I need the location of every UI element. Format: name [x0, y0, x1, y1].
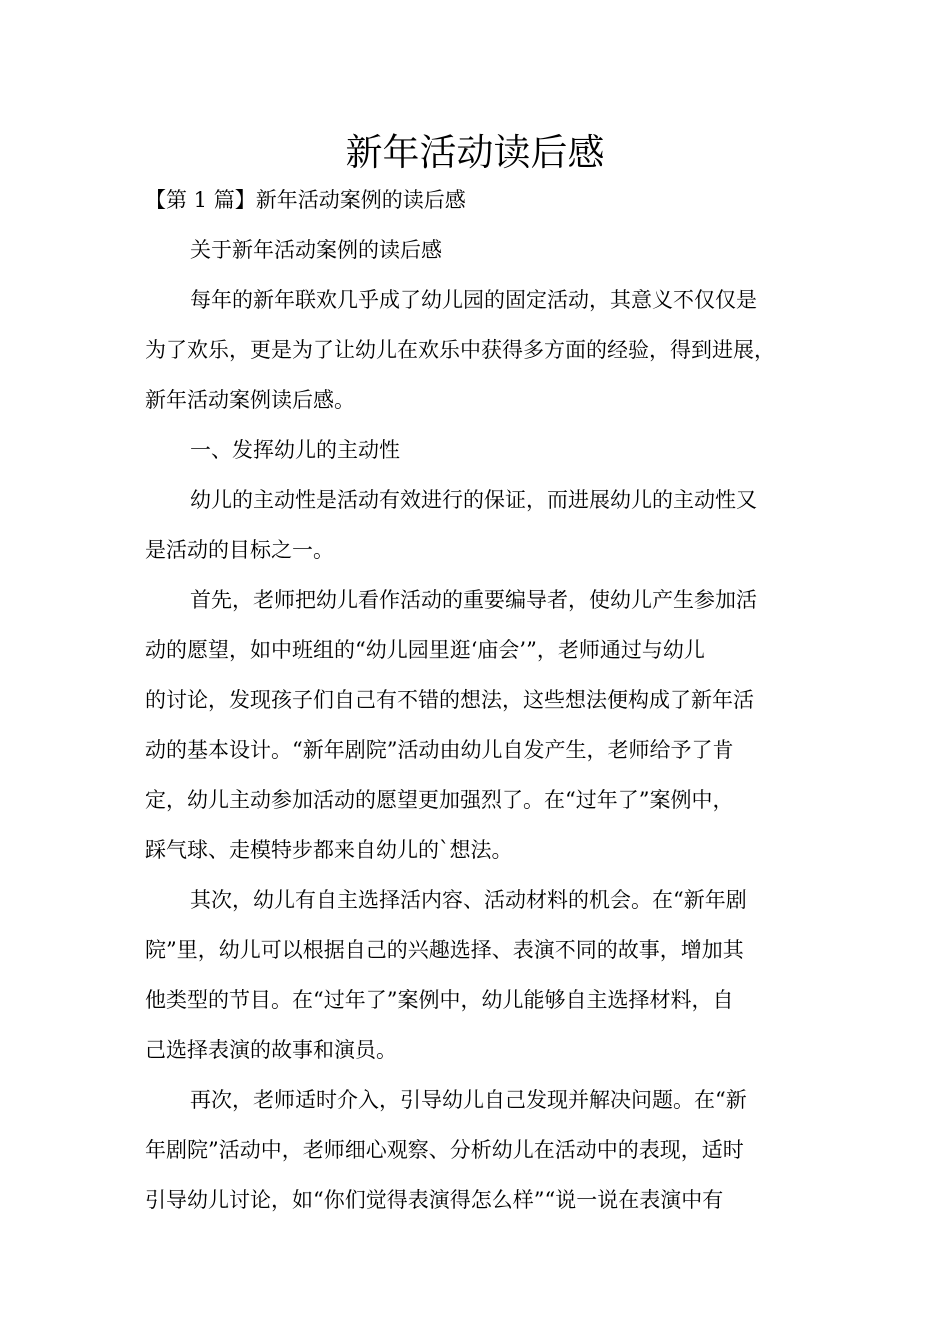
paragraph-line: 踩气球、走模特步都来自幼儿的`想法。	[145, 838, 513, 862]
paragraph-line: 动的基本设计。“新年剧院”活动由幼儿自发产生，老师给予了肯	[145, 738, 734, 762]
paragraph-line: 为了欢乐，更是为了让幼儿在欢乐中获得多方面的经验，得到进展，	[145, 338, 775, 362]
paragraph-line: 引导幼儿讨论，如“你们觉得表演得怎么样”“说一说在表演中有	[145, 1188, 724, 1212]
paragraph-line: 院”里，幼儿可以根据自己的兴趣选择、表演不同的故事，增加其	[145, 938, 744, 962]
paragraph-line: 己选择表演的故事和演员。	[145, 1038, 397, 1062]
paragraph-line: 的讨论，发现孩子们自己有不错的想法，这些想法便构成了新年活	[145, 688, 754, 712]
section-heading: 一、发挥幼儿的主动性	[190, 438, 400, 462]
subtitle-line: 关于新年活动案例的读后感	[190, 238, 442, 262]
paragraph-line: 是活动的目标之一。	[145, 538, 334, 562]
paragraph-line: 他类型的节目。在“过年了”案例中，幼儿能够自主选择材料，自	[145, 988, 734, 1012]
paragraph-line: 每年的新年联欢几乎成了幼儿园的固定活动，其意义不仅仅是	[190, 288, 757, 312]
paragraph-line: 年剧院”活动中，老师细心观察、分析幼儿在活动中的表现，适时	[145, 1138, 744, 1162]
paragraph-line: 幼儿的主动性是活动有效进行的保证，而进展幼儿的主动性又	[190, 488, 757, 512]
paragraph-line: 首先，老师把幼儿看作活动的重要编导者，使幼儿产生参加活	[190, 588, 757, 612]
paragraph-line: 定，幼儿主动参加活动的愿望更加强烈了。在“过年了”案例中，	[145, 788, 734, 812]
paragraph-line: 新年活动案例读后感。	[145, 388, 355, 412]
paragraph-line: 动的愿望，如中班组的“幼儿园里逛‘庙会’”，老师通过与幼儿	[145, 638, 705, 662]
paragraph-line: 再次，老师适时介入，引导幼儿自己发现并解决问题。在“新	[190, 1088, 747, 1112]
chapter-heading: 【第 1 篇】新年活动案例的读后感	[145, 188, 466, 212]
document-title: 新年活动读后感	[345, 131, 605, 174]
paragraph-line: 其次，幼儿有自主选择活内容、活动材料的机会。在“新年剧	[190, 888, 747, 912]
